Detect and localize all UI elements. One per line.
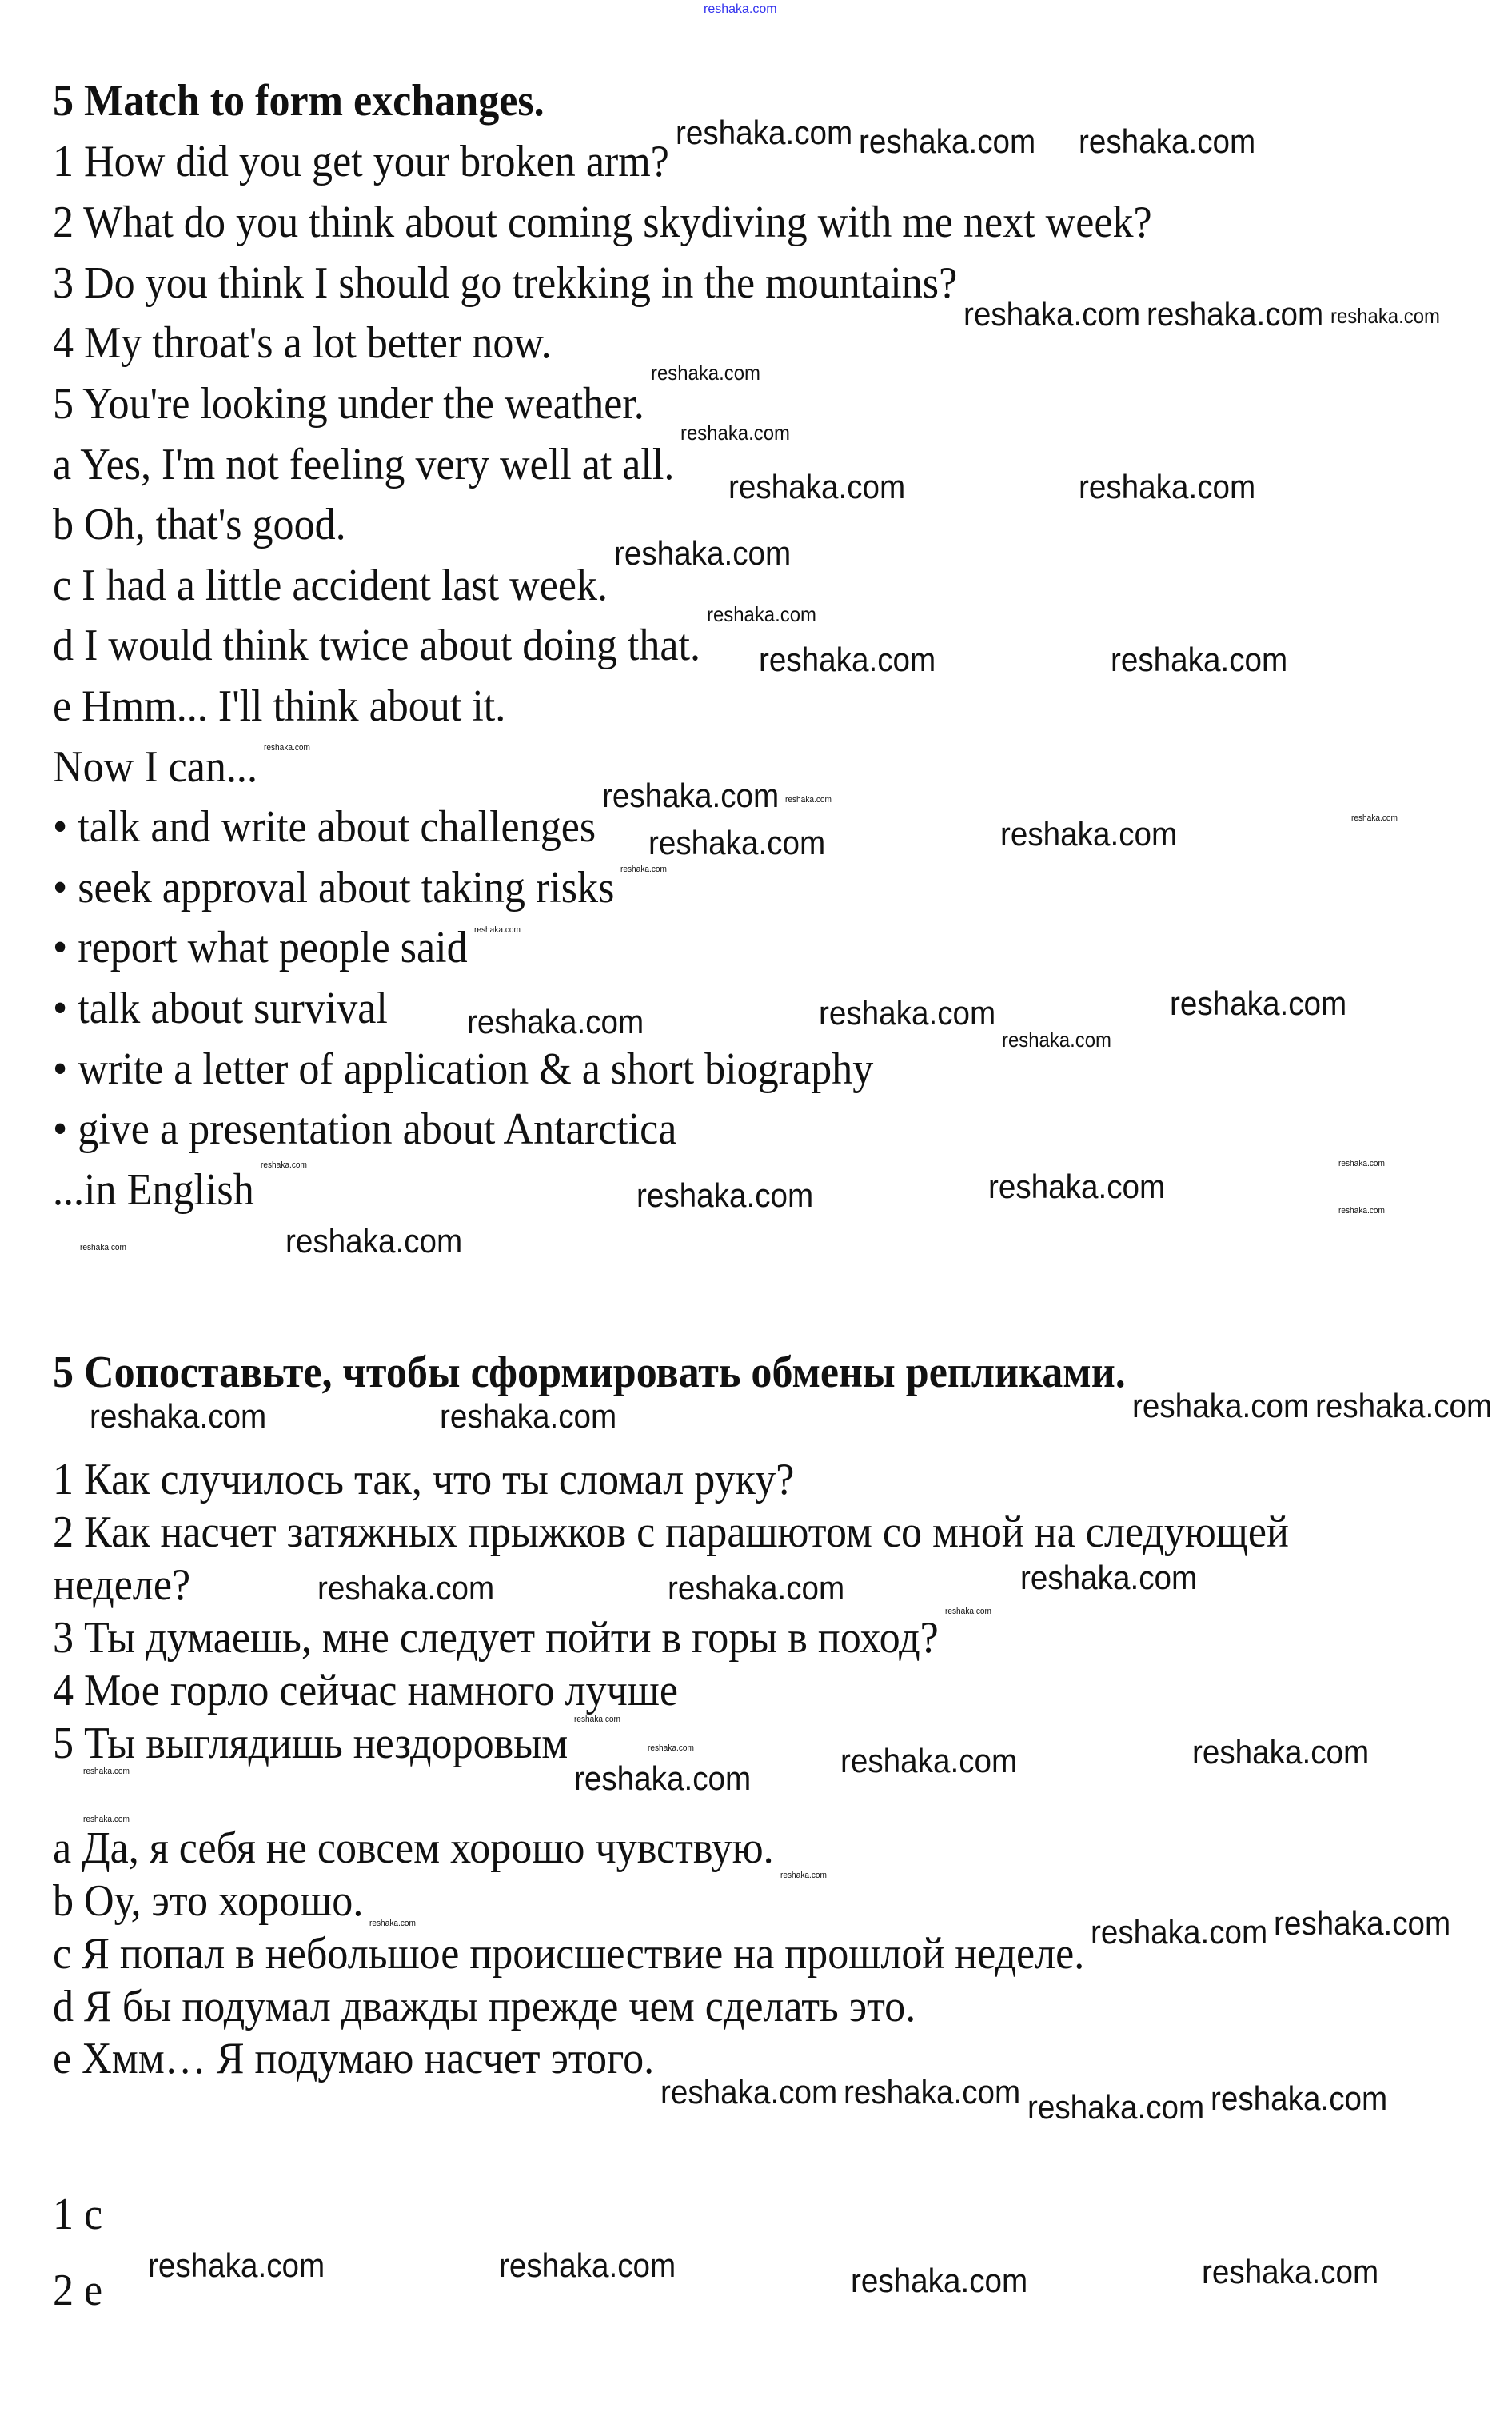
watermark: reshaka.com	[759, 641, 936, 678]
answer-d: d I would think twice about doing that.	[53, 621, 701, 670]
answer-ru-e: e Хмм… Я подумаю насчет этого.	[53, 2034, 655, 2083]
watermark: reshaka.com	[1202, 2253, 1379, 2290]
in-english: ...in English	[53, 1165, 254, 1215]
exercise-heading-en: 5 Match to form exchanges.	[53, 76, 545, 126]
now-i-can: Now I can...	[53, 742, 257, 792]
watermark: reshaka.com	[840, 1742, 1018, 1779]
watermark: reshaka.com	[660, 2073, 838, 2111]
question-ru-4: 4 Мое горло сейчас намного лучше	[53, 1666, 678, 1715]
watermark: reshaka.com	[819, 994, 996, 1032]
watermark: reshaka.com	[1111, 641, 1288, 678]
answer-a: a Yes, I'm not feeling very well at all.	[53, 440, 675, 489]
watermark: reshaka.com	[1002, 1028, 1112, 1052]
watermark: reshaka.com	[785, 795, 832, 805]
watermark: reshaka.com	[1170, 984, 1347, 1022]
question-ru-5: 5 Ты выглядишь нездоровым	[53, 1719, 568, 1768]
answer-c: c I had a little accident last week.	[53, 561, 608, 610]
question-4: 4 My throat's a lot better now.	[53, 318, 552, 368]
question-ru-1: 1 Как случилось так, что ты сломал руку?	[53, 1455, 795, 1504]
watermark: reshaka.com	[83, 1767, 130, 1776]
watermark: reshaka.com	[83, 1815, 130, 1824]
answer-ru-a: a Да, я себя не совсем хорошо чувствую.	[53, 1823, 774, 1873]
watermark: reshaka.com	[648, 824, 826, 861]
watermark: reshaka.com	[636, 1176, 814, 1214]
watermark: reshaka.com	[668, 1569, 845, 1607]
watermark: reshaka.com	[1330, 304, 1440, 328]
watermark: reshaka.com	[602, 777, 780, 814]
watermark: reshaka.com	[1131, 1387, 1309, 1424]
watermark: reshaka.com	[1192, 1733, 1370, 1771]
watermark: reshaka.com	[620, 865, 668, 874]
solution-1: 1 c	[53, 2190, 103, 2239]
question-3: 3 Do you think I should go trekking in the mountains?	[53, 258, 958, 308]
watermark: reshaka.com	[1338, 1206, 1385, 1216]
watermark: reshaka.com	[499, 2246, 676, 2284]
watermark: reshaka.com	[859, 122, 1036, 160]
watermark: reshaka.com	[260, 1160, 307, 1170]
skill-item: • talk about survival	[53, 984, 388, 1033]
watermark: reshaka.com	[1027, 2088, 1204, 2126]
answer-ru-d: d Я бы подумал дважды прежде чем сделать это.	[53, 1982, 916, 2031]
exercise-heading-ru: 5 Сопоставьте, чтобы сформировать обмены репликами.	[53, 1348, 1126, 1397]
watermark: reshaka.com	[675, 114, 853, 151]
skill-item: • seek approval about taking risks	[53, 863, 615, 912]
watermark: reshaka.com	[1338, 1159, 1385, 1168]
watermark: reshaka.com	[369, 1919, 417, 1928]
watermark: reshaka.com	[317, 1569, 495, 1607]
watermark: reshaka.com	[1079, 468, 1256, 505]
watermark: reshaka.com	[1079, 122, 1256, 160]
watermark: reshaka.com	[944, 1607, 991, 1616]
skill-item: • report what people said	[53, 923, 468, 972]
watermark: reshaka.com	[851, 2262, 1028, 2299]
answer-ru-c: c Я попал в небольшое происшествие на прошлой неделе.	[53, 1929, 1085, 1979]
watermark: reshaka.com	[80, 1243, 126, 1252]
watermark: reshaka.com	[148, 2246, 325, 2284]
watermark: reshaka.com	[988, 1168, 1166, 1205]
watermark: reshaka.com	[650, 361, 760, 385]
watermark: reshaka.com	[473, 925, 521, 935]
watermark: reshaka.com	[1274, 1904, 1451, 1942]
watermark: reshaka.com	[648, 1743, 694, 1753]
watermark: reshaka.com	[780, 1871, 827, 1880]
watermark: reshaka.com	[1315, 1387, 1493, 1424]
question-ru-2-cont: неделе?	[53, 1560, 191, 1610]
watermark: reshaka.com	[614, 534, 792, 572]
skill-item: • write a letter of application & a short biography	[53, 1044, 874, 1094]
answer-e: e Hmm... I'll think about it.	[53, 681, 506, 731]
watermark: reshaka.com	[440, 1397, 617, 1435]
question-ru-2: 2 Как насчет затяжных прыжков с парашютом со мной на следующей	[53, 1508, 1289, 1557]
answer-ru-b: b Оу, это хорошо.	[53, 1876, 364, 1926]
watermark: reshaka.com	[963, 295, 1141, 333]
question-1: 1 How did you get your broken arm?	[53, 137, 669, 186]
question-2: 2 What do you think about coming skydiving with me next week?	[53, 198, 1152, 247]
skill-item: • talk and write about challenges	[53, 802, 596, 852]
watermark: reshaka.com	[1351, 813, 1398, 823]
watermark: reshaka.com	[263, 743, 310, 753]
watermark: reshaka.com	[467, 1003, 644, 1040]
question-5: 5 You're looking under the weather.	[53, 379, 644, 429]
watermark: reshaka.com	[844, 2073, 1021, 2111]
solution-2: 2 e	[53, 2266, 103, 2315]
watermark: reshaka.com	[728, 468, 906, 505]
watermark: reshaka.com	[285, 1222, 463, 1260]
watermark: reshaka.com	[680, 421, 791, 445]
watermark: reshaka.com	[1147, 295, 1324, 333]
skill-item: • give a presentation about Antarctica	[53, 1104, 677, 1154]
watermark: reshaka.com	[707, 602, 816, 626]
watermark: reshaka.com	[574, 1759, 752, 1797]
question-ru-3: 3 Ты думаешь, мне следует пойти в горы в поход?	[53, 1613, 939, 1663]
answer-b: b Oh, that's good.	[53, 500, 346, 549]
watermark: reshaka.com	[1091, 1913, 1268, 1951]
watermark: reshaka.com	[574, 1715, 621, 1724]
site-link[interactable]: reshaka.com	[704, 2, 777, 16]
watermark: reshaka.com	[1000, 815, 1178, 853]
watermark: reshaka.com	[90, 1397, 267, 1435]
watermark: reshaka.com	[1210, 2079, 1387, 2117]
watermark: reshaka.com	[1020, 1559, 1198, 1596]
